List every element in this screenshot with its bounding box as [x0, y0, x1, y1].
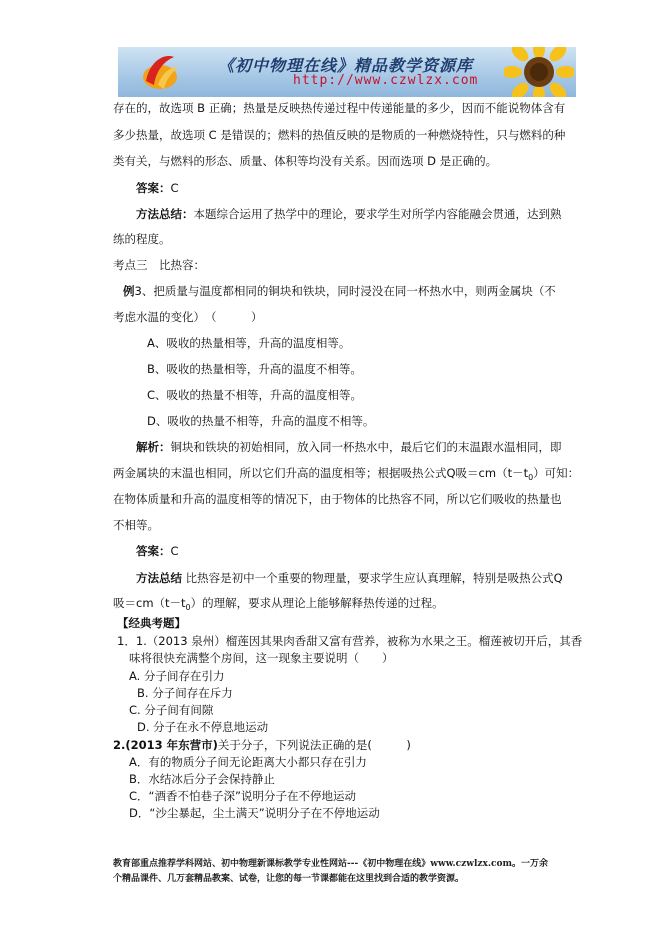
option-c: C、吸收的热量不相等，升高的温度相等。	[147, 388, 363, 402]
formula-text-end: ）的理解，要求从理论上能够解释热传递的过程。	[190, 596, 444, 610]
analysis	[136, 439, 562, 455]
answer-2	[136, 543, 179, 559]
formula-text: 吸＝cm（t－t	[113, 596, 186, 610]
q2-option-d: D．“沙尘暴起，尘土满天”说明分子在不停地运动	[129, 806, 380, 820]
question-source: (2013 年东营市)	[125, 738, 218, 752]
option-b: B、吸收的热量相等，升高的温度不相等。	[147, 362, 362, 376]
summary-label: 方法总结：	[136, 207, 194, 221]
q2-option-b: B．水结冰后分子会保持静止	[129, 772, 275, 786]
footer-line: 个精品课件、几万套精品教案、试卷，让您的每一节课都能在这里找到合适的教学资源。	[113, 874, 465, 884]
paragraph-line: 存在的，故选项 B 正确；热量是反映热传递过程中传递能量的多少，因而不能说物体含有	[113, 101, 566, 115]
formula-text: 两金属块的末温也相同，所以它们升高的温度相等；根据吸热公式Q吸＝cm（t－t	[113, 466, 529, 480]
q1-option-d: D. 分子在永不停息地运动	[137, 720, 269, 734]
question-number: 2.	[113, 738, 126, 752]
summary-label: 方法总结	[136, 571, 182, 585]
summary-text: 比热容是初中一个重要的物理量，要求学生应认真理解，特别是吸热公式Q	[185, 571, 563, 585]
subscript: 0	[528, 473, 534, 482]
example-3-stem	[123, 283, 556, 299]
example-text: 3、把质量与温度都相同的铜块和铁块，同时浸没在同一杯热水中，则两金属块（不	[134, 284, 556, 298]
subscript: 0	[185, 603, 191, 612]
q1-option-c: C. 分子间有间隙	[129, 703, 214, 717]
sunflower-image	[504, 47, 574, 97]
banner-url: http://www.czwlzx.com	[293, 73, 479, 88]
site-logo	[140, 51, 180, 93]
question-1-stem: 味将很快充满整个房间，这一现象主要说明（ ）	[129, 651, 394, 665]
analysis-label: 解析：	[136, 440, 171, 454]
answer-label: 答案：	[136, 544, 171, 558]
formula-text-end: ）可知：	[533, 466, 580, 480]
banner-title: 《初中物理在线》精品教学资源库	[218, 56, 474, 75]
analysis-text: 铜块和铁块的初始相同，放入同一杯热水中，最后它们的末温跟水温相同，即	[170, 440, 562, 454]
question-1-stem: 1．1.（2013 泉州）榴莲因其果肉香甜又富有营养，被称为水果之王。榴莲被切开后，其香	[117, 634, 583, 648]
paragraph-line: 考虑水温的变化） （ ）	[113, 310, 263, 324]
paragraph-line	[113, 595, 444, 613]
answer-value: C	[170, 544, 179, 558]
answer-1	[136, 180, 179, 196]
paragraph-line: 类有关，与燃料的形态、质量、体积等均没有关系。因而选项 D 是正确的。	[113, 154, 498, 168]
topic-heading: 考点三 比热容：	[113, 258, 205, 272]
q2-option-a: A．有的物质分子间无论距离大小都只存在引力	[129, 755, 367, 769]
method-summary-2	[136, 570, 563, 586]
option-a: A、吸收的热量相等，升高的温度相等。	[147, 336, 351, 350]
paragraph-line: 多少热量，故选项 C 是错误的；燃料的热值反映的是物质的一种燃烧特性，只与燃料的种	[113, 128, 566, 142]
footer-line: 教育部重点推荐学科网站、初中物理新课标教学专业性网站---《初中物理在线》www.czwlzx.com。一万余	[113, 859, 549, 869]
question-2-stem	[113, 737, 411, 753]
answer-label: 答案：	[136, 181, 171, 195]
header-banner	[118, 47, 576, 97]
example-label: 例	[123, 284, 135, 298]
paragraph-line	[113, 465, 579, 483]
summary-text: 本题综合运用了热学中的理论，要求学生对所学内容能融会贯通，达到熟	[193, 207, 562, 221]
question-text: 关于分子，下列说法正确的是( )	[217, 738, 411, 752]
paragraph-line: 在物体质量和升高的温度相等的情况下，由于物体的比热容不同，所以它们吸收的热量也	[113, 492, 562, 506]
method-summary-1	[136, 206, 562, 222]
option-d: D、吸收的热量不相等，升高的温度不相等。	[147, 414, 375, 428]
paragraph-line: 不相等。	[113, 518, 159, 532]
q1-option-a: A. 分子间存在引力	[129, 669, 225, 683]
answer-value: C	[170, 181, 179, 195]
paragraph-line: 练的程度。	[113, 232, 171, 246]
q1-option-b: B. 分子间存在斥力	[137, 686, 233, 700]
section-heading: 【经典考题】	[117, 616, 186, 630]
page-footer	[113, 857, 593, 887]
q2-option-c: C．“酒香不怕巷子深”说明分子在不停地运动	[129, 789, 356, 803]
